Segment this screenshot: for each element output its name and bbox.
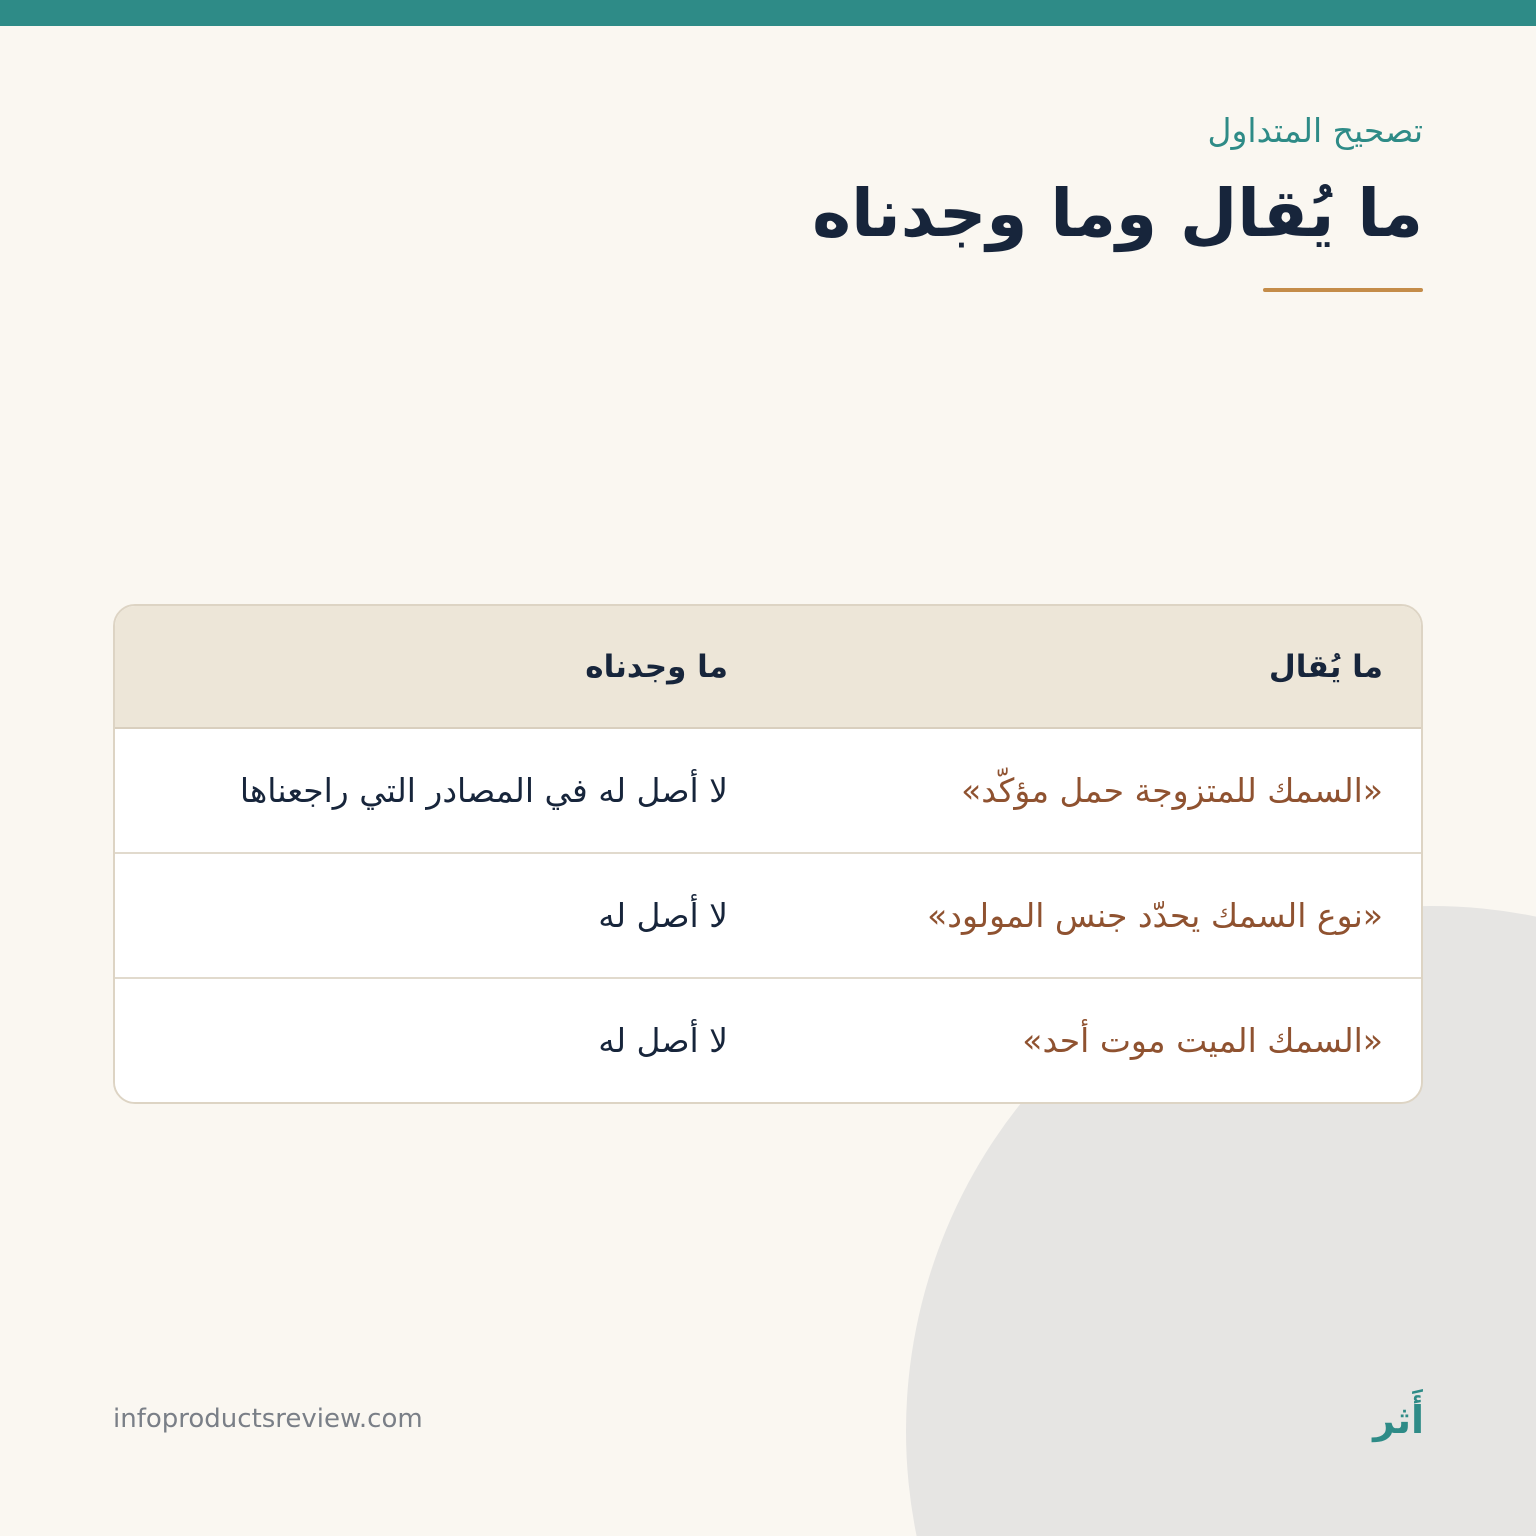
comparison-table xyxy=(113,604,1423,1104)
finding-cell: لا أصل له xyxy=(598,895,728,935)
table-row xyxy=(115,729,1421,854)
footer-website-url: infoproductsreview.com xyxy=(113,1404,423,1434)
table-row xyxy=(115,979,1421,1102)
title-underline-divider xyxy=(1263,288,1423,292)
table-header-row xyxy=(115,606,1421,729)
top-accent-bar xyxy=(0,0,1536,26)
column-header-finding: ما وجدناه xyxy=(585,648,728,685)
table-row xyxy=(115,854,1421,979)
column-header-claim: ما يُقال xyxy=(1268,648,1383,685)
page-title: ما يُقال وما وجدناه xyxy=(812,175,1423,252)
claim-cell: «السمك للمتزوجة حمل مؤكّد» xyxy=(961,770,1383,810)
claim-cell: «السمك الميت موت أحد» xyxy=(1022,1020,1383,1060)
finding-cell: لا أصل له في المصادر التي راجعناها xyxy=(239,770,728,810)
claim-cell: «نوع السمك يحدّد جنس المولود» xyxy=(927,895,1383,935)
header xyxy=(523,108,1423,260)
finding-cell: لا أصل له xyxy=(598,1020,728,1060)
eyebrow-label: تصحيح المتداول xyxy=(1207,111,1423,150)
brand-logo: أَثر xyxy=(1373,1398,1424,1442)
